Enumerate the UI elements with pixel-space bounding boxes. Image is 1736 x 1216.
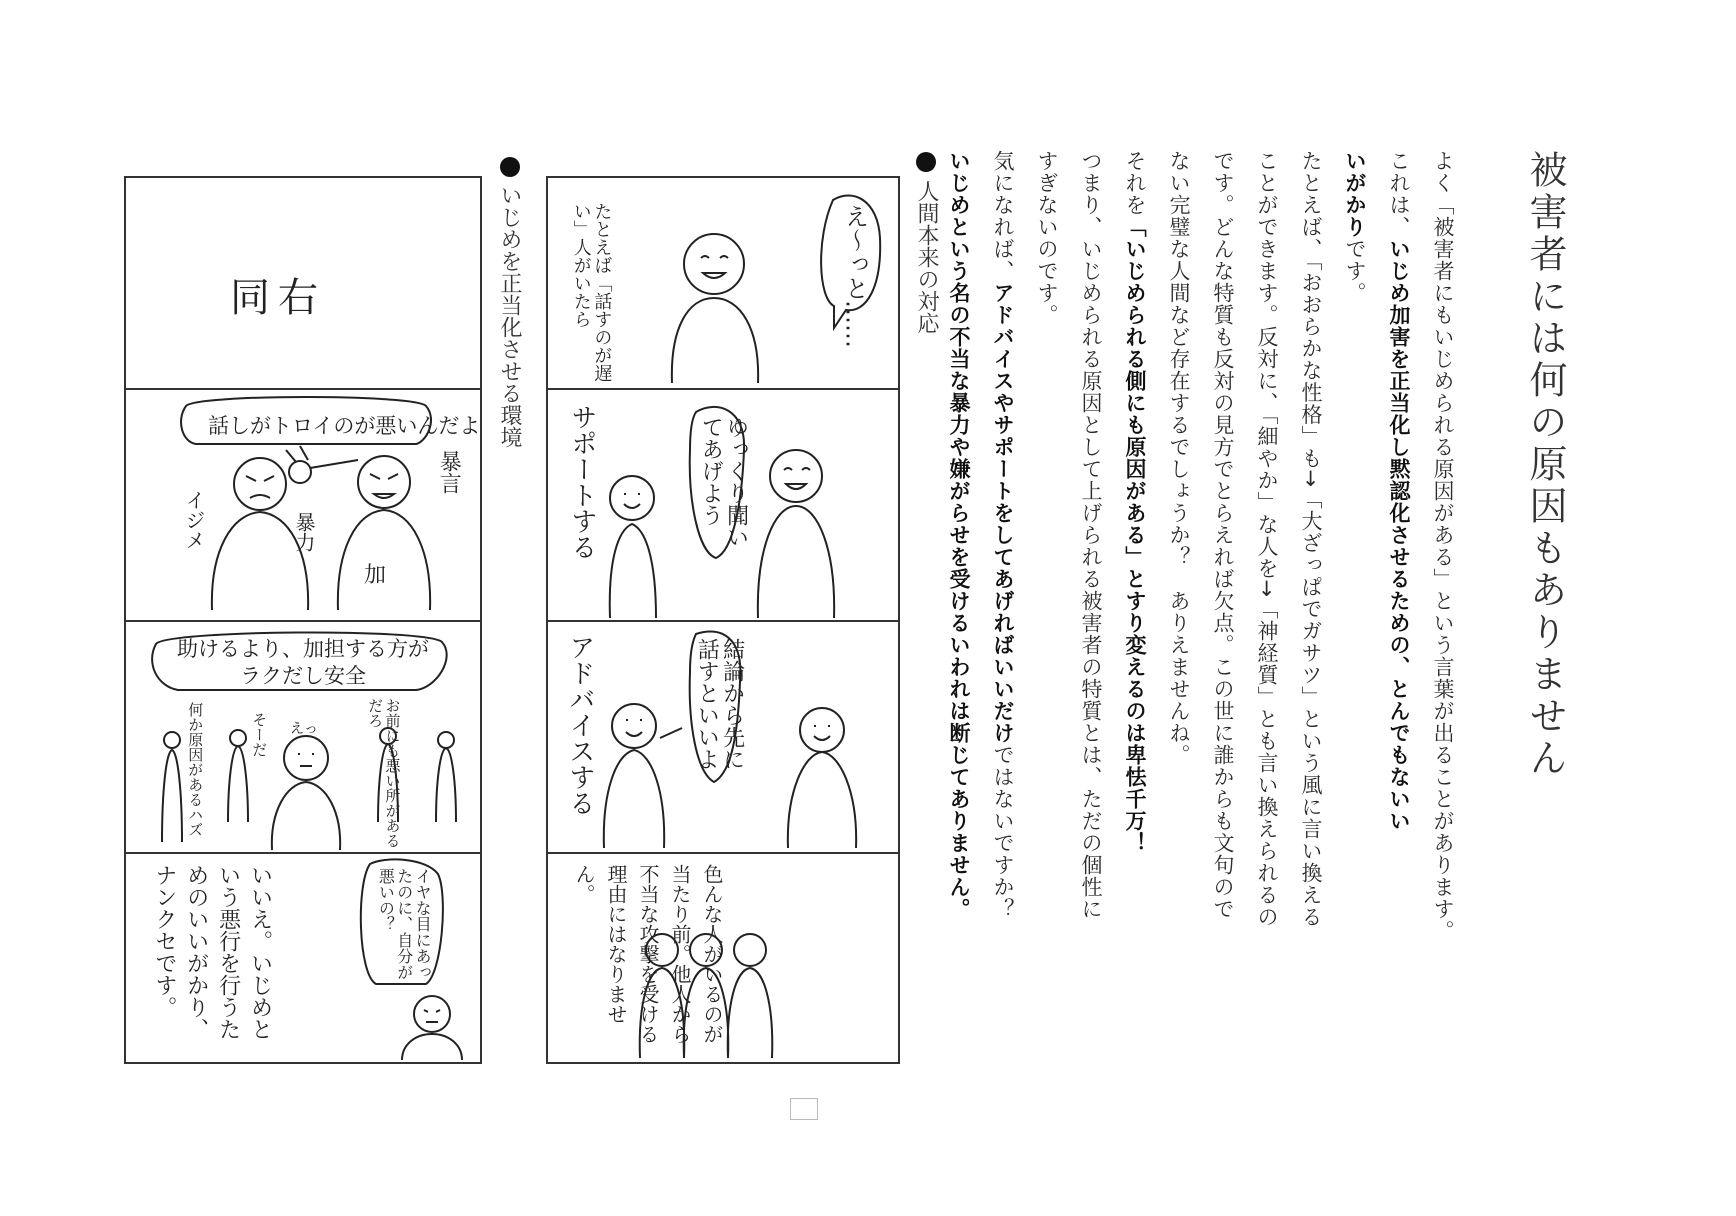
comic-panel-1	[126, 178, 480, 390]
comic-strip-right	[546, 176, 900, 1064]
speech-bubble: 話しがトロイのが悪いんだよ	[208, 414, 481, 438]
comic-panel-2	[126, 390, 480, 622]
emphasis-text: いがかり	[1343, 150, 1367, 238]
speech-bubble: イヤな目にあったのに、自分が悪いの？	[376, 868, 433, 980]
answer-text: いいえ。いじめという悪行を行うためのいいがかり、ナンクセです。	[151, 864, 273, 1040]
comic-panel-4	[126, 854, 480, 1062]
comic-strip-left	[124, 176, 482, 1064]
speech-bubble: 助けるより、加担する方がラクだし安全	[177, 637, 429, 689]
same-as-right-text: 同右	[230, 275, 326, 321]
victim-label: イジメ	[182, 490, 206, 550]
section-heading: 人間本来の対応	[914, 180, 939, 334]
paragraph-line-3	[1344, 150, 1365, 304]
speech-bubble: ゆっくり聞いてあげよう	[698, 416, 749, 548]
paragraph-line-7: ない完璧な人間など存在するでしょうか？ ありえませんね。	[1167, 150, 1191, 766]
murmur-text: お前にも悪い所があるだろ	[366, 698, 402, 848]
paragraph-line-6: です。どんな特質も反対の見方でとらえれば欠点。この世に誰からも文句ので	[1211, 150, 1235, 920]
comic-panel-3	[126, 622, 480, 854]
page-title: 被害者には何の原因もありません	[1523, 150, 1567, 780]
paragraph-line-8	[1124, 150, 1145, 854]
comic-panel-4	[548, 854, 898, 1062]
murmur-text: 何か原因があるハズ	[186, 702, 205, 837]
paragraph-text: これは、	[1387, 150, 1411, 238]
paragraph-line-9: つまり、いじめられる原因として上げられる被害者の特質とは、ただの個性に	[1079, 150, 1103, 920]
speech-bubble: え〜っと……	[840, 204, 869, 348]
comic-panel-2	[548, 390, 898, 622]
section-line-2: いじめという名の不当な暴力や嫌がらせを受けるいわれは断じてありません。	[947, 150, 971, 920]
section-line-1	[992, 150, 1013, 920]
comic-panel-3	[548, 622, 898, 854]
comic-heading: いじめを正当化させる環境	[497, 184, 522, 448]
action-label: サポートする	[566, 404, 597, 560]
paragraph-text: それを	[1123, 150, 1147, 216]
paragraph-text: です。	[1343, 238, 1367, 304]
murmur-text: えっ	[290, 721, 318, 737]
paragraph-line-1: よく「被害者にもいじめられる原因がある」という言葉が出ることがあります。	[1431, 150, 1455, 942]
bullet-icon	[916, 152, 936, 172]
closing-text: 色んな人がいるのが当たり前。他人から不当な攻撃を受ける理由にはなりません。	[572, 864, 724, 1044]
section-text: ではないですか？	[991, 744, 1015, 920]
page-number-box	[790, 1098, 818, 1120]
abuse-label: 暴言	[436, 450, 462, 494]
comic-panel-1	[548, 178, 898, 390]
action-label: アドバイスする	[564, 634, 595, 816]
paragraph-line-4: たとえば、「おおらかな性格」も→「大ざっぱでガサツ」という風に言い換える	[1299, 150, 1323, 929]
murmur-text: そーだ	[250, 712, 269, 757]
narration-text: たとえば「話すのが遅い」人がいたら	[570, 202, 613, 382]
emphasis-text: いじめ加害を正当化し黙認化させるための、とんでもないい	[1387, 238, 1411, 832]
emphasis-text: 「いじめられる側にも原因がある」とすり変えるのは卑怯千万！	[1123, 216, 1147, 854]
section-text: 気になれば、	[991, 150, 1015, 282]
speech-bubble: 結論から先に話すといいよ	[694, 638, 745, 770]
bullet-icon	[500, 157, 520, 177]
violence-label: 暴力	[292, 512, 316, 552]
paragraph-line-2	[1388, 150, 1409, 832]
paragraph-line-10: すぎないのです。	[1035, 150, 1059, 326]
paragraph-line-5: ことができます。反対に、「細やか」な人を→「神経質」とも言い換えられるの	[1255, 150, 1279, 929]
emphasis-text: アドバイスやサポートをしてあげればいいだけ	[991, 282, 1015, 744]
attacker-label: 加	[364, 563, 387, 588]
